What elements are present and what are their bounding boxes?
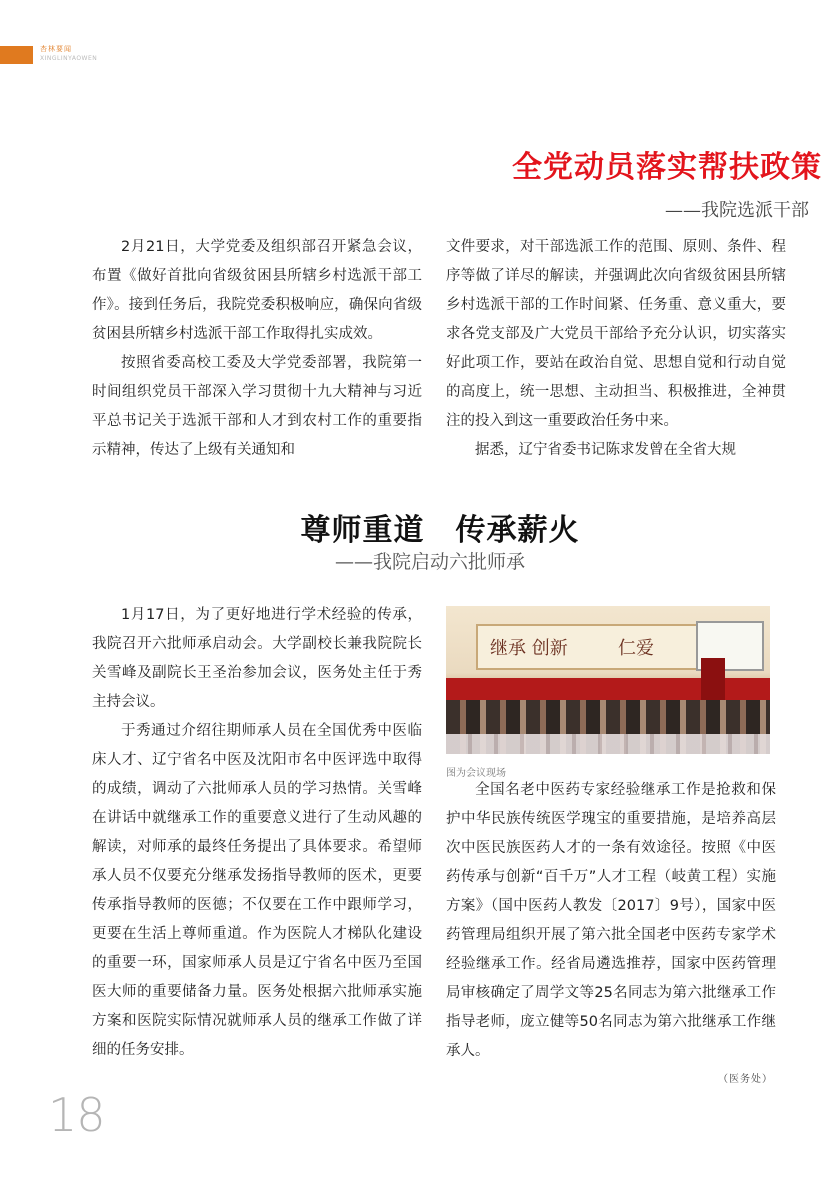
photo-banner-text-right: 仁爱 <box>618 638 654 659</box>
article1-right-column <box>446 233 786 491</box>
article2-right-column <box>446 776 776 1091</box>
article1-paragraph: 按照省委高校工委及大学党委部署，我院第一时间组织党员干部深入学习贯彻十九大精神与习近平总书记关于选派干部和人才到农村工作的重要指示精神，传达了上级有关通知和 <box>92 355 422 458</box>
article-source: （医务处） <box>718 1074 773 1085</box>
meeting-photo <box>446 606 770 754</box>
article2-paragraph: 于秀通过介绍往期师承人员在全国优秀中医临床人才、辽宁省名中医及沈阳市名中医评选中取得的成绩，调动了六批师承人员的学习热情。关雪峰在讲话中就继承工作的重要意义进行了生动风趣的解读，对师承的最终任务提出了具体要求。希望师承人员不仅要充分继承发扬指导教师的医术，更要传承指导教师的医德；不仅要在工作中跟师学习，更要在生活上尊师重道。作为医院人才梯队化建设的重要一环，国家师承人员是辽宁省名中医乃至国医大师的重要储备力量。医务处根据六批师承实施方案和医院实际情况就师承人员的继承工作做了详细的任务安排。 <box>92 723 422 1058</box>
photo-banner <box>476 624 700 670</box>
photo-caption: 图为会议现场 <box>446 768 506 779</box>
article2-paragraph: 全国名老中医药专家经验继承工作是抢救和保护中华民族传统医学瑰宝的重要措施，是培养高层次中医民族医药人才的一条有效途径。按照《中医药传承与创新“百千万”人才工程（岐黄工程）实施方案》（国中医药人教发〔2017〕9号），国家中医药管理局组织开展了第六批全国老中医药专家学术经验继承工作。经省局遴选推荐，国家中医药管理局审核确定了周学文等25名同志为第六批继承工作指导老师，庞立健等50名同志为第六批继承工作继承人。 <box>446 782 776 1059</box>
article1-subtitle: ——我院选派干部 <box>665 200 809 221</box>
section-label: 杏林要闻 <box>40 45 72 53</box>
article2-paragraph: 1月17日，为了更好地进行学术经验的传承，我院召开六批师承启动会。大学副校长兼我院院长关雪峰及副院长王圣治参加会议，医务处主任于秀主持会议。 <box>92 607 422 710</box>
article1-left-column <box>92 233 422 491</box>
article1-paragraph: 2月21日，大学党委及组织部召开紧急会议，布置《做好首批向省级贫困县所辖乡村选派干部工作》。接到任务后，我院党委积极响应，确保向省级贫困县所辖乡村选派干部工作取得扎实成效。 <box>92 239 422 342</box>
chair-backs <box>446 734 770 754</box>
article2-title: 尊师重道 传承薪火 <box>300 513 580 548</box>
section-color-bar <box>0 46 33 64</box>
page-number: 18 <box>48 1088 105 1142</box>
article1-title: 全党动员落实帮扶政策 <box>512 150 822 185</box>
article2-left-column <box>92 601 422 1091</box>
article1-paragraph: 据悉，辽宁省委书记陈求发曾在全省大规 <box>475 442 736 458</box>
podium <box>701 658 725 702</box>
photo-banner-text: 继承 创新 <box>490 638 568 659</box>
section-label-pinyin: XINGLINYAOWEN <box>40 55 98 62</box>
article2-subtitle: ——我院启动六批师承 <box>334 551 525 573</box>
article1-paragraph: 文件要求，对干部选派工作的范围、原则、条件、程序等做了详尽的解读，并强调此次向省级贫困县所辖乡村选派干部的工作时间紧、任务重、意义重大，要求各党支部及广大党员干部给予充分认识，切实落实好此项工作，要站在政治自觉、思想自觉和行动自觉的高度上，统一思想、主动担当、积极推进，全神贯注的投入到这一重要政治任务中来。 <box>446 239 786 429</box>
